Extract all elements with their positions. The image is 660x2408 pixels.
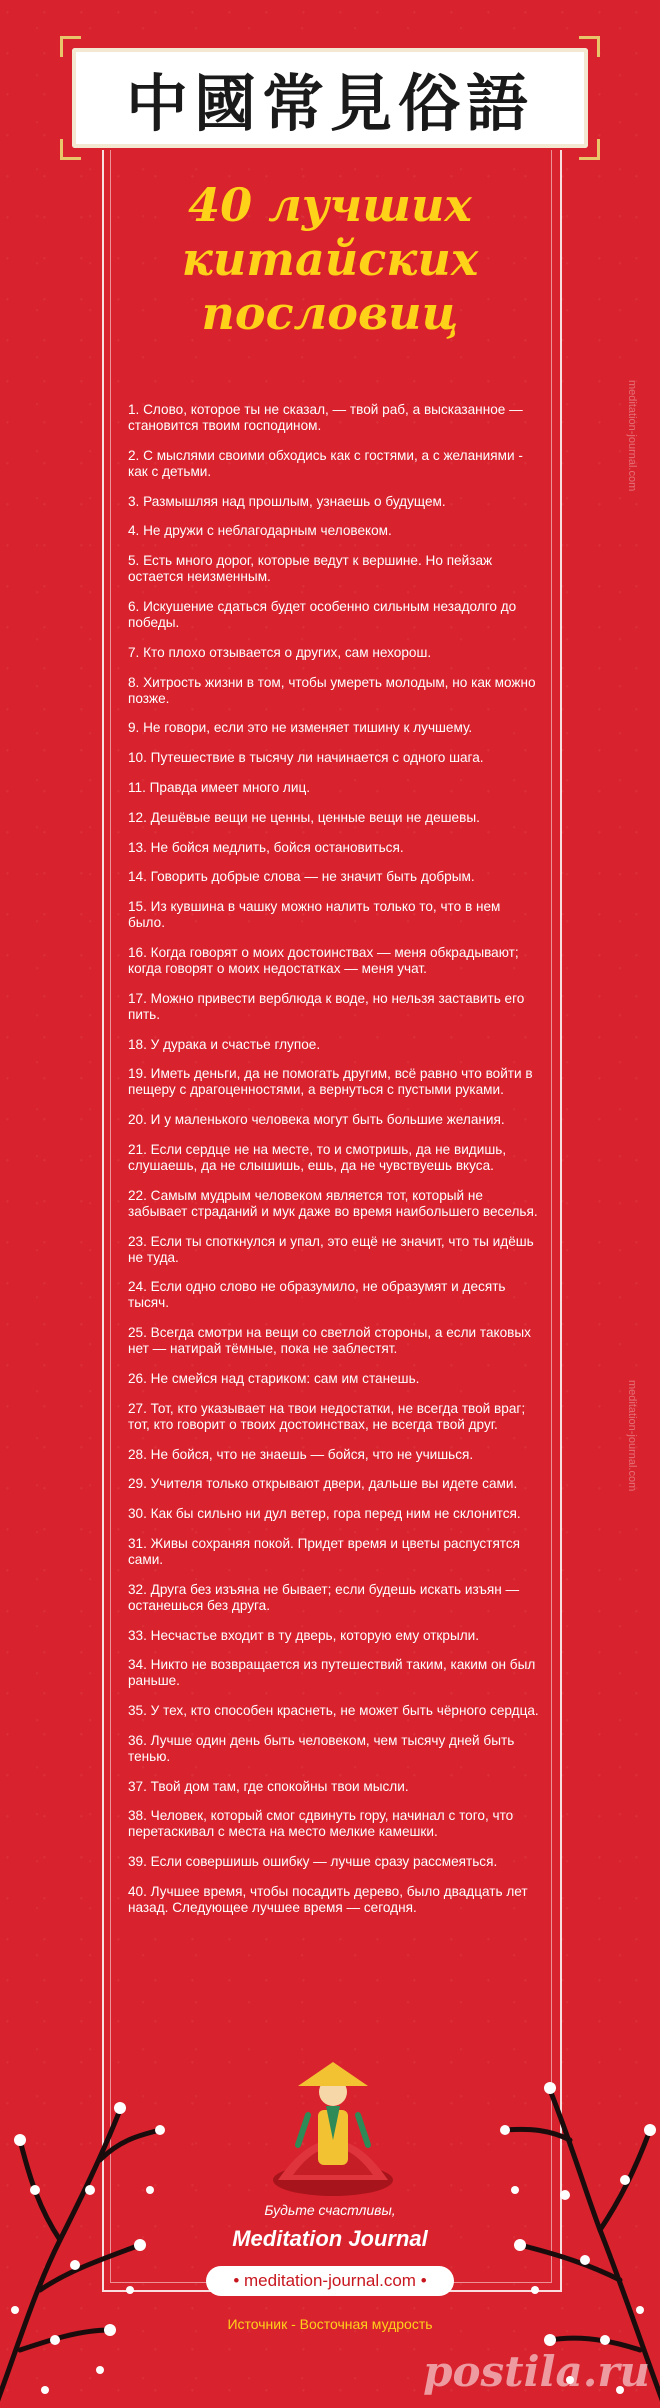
proverb-item: 7. Кто плохо отзывается о других, сам нехорош. (128, 644, 432, 660)
proverb-list (128, 402, 540, 1930)
side-url-text: meditation-journal.com (626, 380, 638, 492)
proverb-item: 37. Твой дом там, где спокойны твои мысли. (128, 1778, 409, 1794)
proverb-item: 40. Лучшее время, чтобы посадить дерево, было двадцать лет назад. Следующее лучшее время — сегодня. (128, 1884, 528, 1916)
proverb-item: 14. Говорить добрые слова — не значит быть добрым. (128, 869, 475, 885)
proverb-item: 35. У тех, кто способен краснеть, не может быть чёрного сердца. (128, 1703, 539, 1719)
website-link[interactable]: • meditation-journal.com • (206, 2266, 454, 2296)
title-banner (72, 48, 588, 148)
heading-line: пословиц (201, 286, 459, 340)
proverb-item: 38. Человек, который смог сдвинуть гору, начинал с того, что перетаскивал с места на место мелкие камешки. (128, 1808, 514, 1840)
proverb-item: 13. Не бойся медлить, бойся остановиться. (128, 839, 404, 855)
proverb-item: 23. Если ты споткнулся и упал, это ещё не значит, что ты идёшь не туда. (128, 1233, 534, 1265)
blossom-branch-left (0, 1990, 170, 2408)
corner-ornament (60, 36, 81, 57)
proverb-item: 31. Живы сохраняя покой. Придет время и цветы распустятся сами. (128, 1535, 521, 1567)
corner-ornament (60, 139, 81, 160)
source-caption: Источник - Восточная мудрость (227, 2316, 433, 2332)
proverb-item: 6. Искушение сдаться будет особенно сильным незадолго до победы. (128, 598, 517, 630)
corner-ornament (579, 36, 600, 57)
proverb-item: 17. Можно привести верблюда к воде, но нельзя заставить его пить. (128, 990, 525, 1022)
sage-figure-icon (258, 2040, 408, 2200)
proverb-item: 24. Если одно слово не образумило, не образумят и десять тысяч. (128, 1279, 506, 1311)
proverb-item: 9. Не говори, если это не изменяет тишину к лучшему. (128, 720, 473, 736)
proverb-item: 20. И у маленького человека могут быть большие желания. (128, 1112, 505, 1128)
proverb-item: 18. У дурака и счастье глупое. (128, 1036, 321, 1052)
proverb-item: 25. Всегда смотри на вещи со светлой стороны, а если таковых нет — натирай тёмные, пока не заблестят. (128, 1325, 531, 1357)
proverb-item: 32. Друга без изъяна не бывает; если будешь искать изъян — останешься без друга. (128, 1581, 520, 1613)
proverb-item: 10. Путешествие в тысячу ли начинается с одного шага. (128, 750, 484, 766)
proverb-item: 34. Никто не возвращается из путешествий таким, каким он был раньше. (128, 1657, 536, 1689)
proverb-item: 30. Как бы сильно ни дул ветер, гора перед ним не склонится. (128, 1506, 521, 1522)
proverb-item: 12. Дешёвые вещи не ценны, ценные вещи не дешевы. (128, 809, 480, 825)
proverb-item: 33. Несчастье входит в ту дверь, которую ему открыли. (128, 1627, 480, 1643)
proverb-item: 2. С мыслями своими обходись как с гостями, а с желаниями - как с детьми. (128, 447, 523, 479)
proverb-item: 3. Размышляя над прошлым, узнаешь о будущем. (128, 493, 446, 509)
proverb-item: 28. Не бойся, что не знаешь — бойся, что не учишься. (128, 1446, 474, 1462)
proverb-item: 8. Хитрость жизни в том, чтобы умереть молодым, но как можно позже. (128, 674, 536, 706)
blossom-branch-right (490, 1980, 660, 2408)
page-heading (110, 178, 550, 340)
proverb-item: 19. Иметь деньги, да не помогать другим, всё равно что войти в пещеру с драгоценностями, а вернуться с пустыми руками. (128, 1066, 533, 1098)
proverb-item: 4. Не дружи с неблагодарным человеком. (128, 523, 392, 539)
proverb-item: 22. Самым мудрым человеком является тот, который не забывает страданий и мук даже во время наибольшего веселья. (128, 1187, 538, 1219)
proverb-item: 16. Когда говорят о моих достоинствах — меня обкрадывают; когда говорят о моих недостатках — меня учат. (128, 944, 519, 976)
side-url-text: meditation-journal.com (626, 1380, 638, 1492)
proverb-item: 11. Правда имеет много лиц. (128, 779, 311, 795)
proverb-item: 21. Если сердце не на месте, то и смотришь, да не видишь, слушаешь, да не слышишь, ешь, да не чувствуешь вкуса. (128, 1141, 507, 1173)
watermark-logo: postila.ru (423, 2347, 650, 2396)
corner-ornament (579, 139, 600, 160)
proverb-item: 1. Слово, которое ты не сказал, — твой раб, а высказанное — становится твоим господином. (128, 402, 523, 433)
proverb-item: 26. Не смейся над стариком: сам им станешь. (128, 1370, 420, 1386)
proverb-item: 29. Учителя только открывают двери, дальше вы идете сами. (128, 1476, 518, 1492)
proverb-item: 27. Тот, кто указывает на твои недостатки, не всегда твой враг; тот, кто говорит о твоих достоинствах, не всегда твой друг. (128, 1400, 526, 1432)
chinese-title: 中國常見俗語 (125, 66, 534, 140)
heading-line: 40 лучших (188, 178, 472, 232)
brand-name: Meditation Journal (232, 2226, 428, 2251)
proverb-item: 5. Есть много дорог, которые ведут к вершине. Но пейзаж остается неизменным. (128, 553, 493, 585)
proverb-item: 36. Лучше один день быть человеком, чем тысячу дней быть тенью. (128, 1732, 515, 1764)
heading-line: китайских (181, 232, 479, 286)
proverb-item: 39. Если совершишь ошибку — лучше сразу рассмеяться. (128, 1854, 498, 1870)
footer-motto: Будьте счастливы, (264, 2202, 396, 2218)
proverb-item: 15. Из кувшина в чашку можно налить только то, что в нем было. (128, 899, 501, 931)
